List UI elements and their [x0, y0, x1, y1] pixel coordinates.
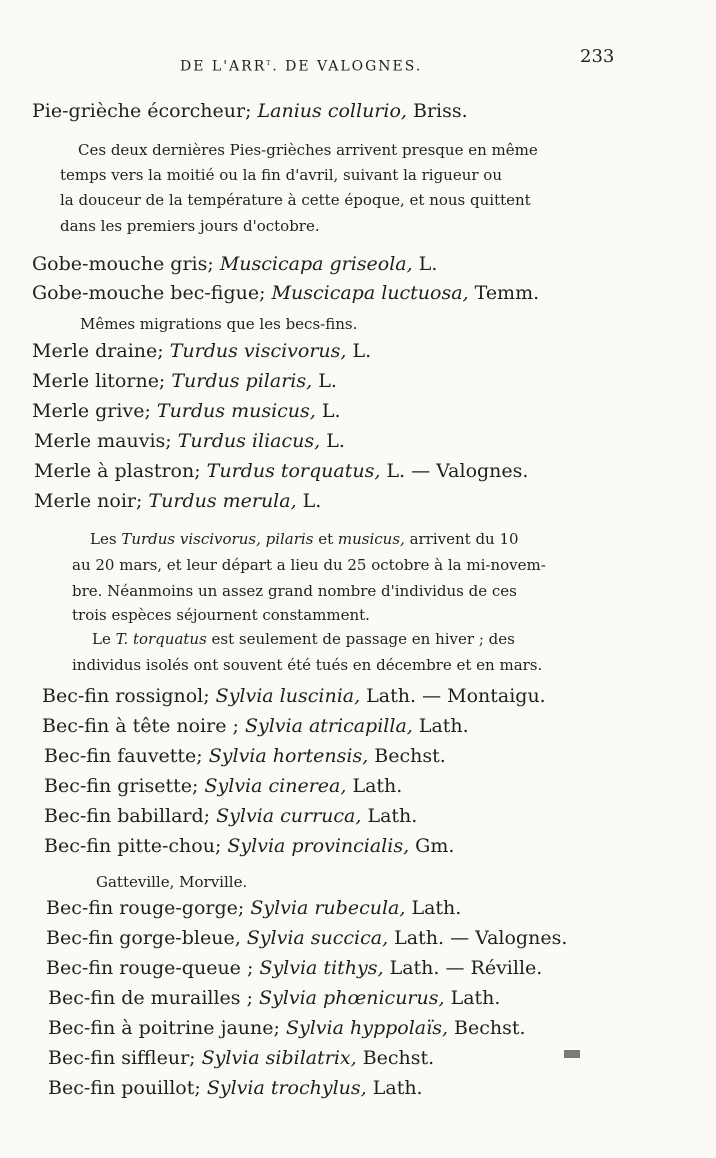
ink-blot	[564, 1050, 580, 1058]
species-entry: Bec-fin pouillot; Sylvia trochylus, Lath.	[48, 1077, 423, 1099]
species-entry: Merle grive; Turdus musicus, L.	[32, 400, 341, 422]
species-entry: Pie-grièche écorcheur; Lanius collurio, Briss.	[32, 100, 468, 122]
species-entry: Gobe-mouche gris; Muscicapa griseola, L.	[32, 253, 438, 275]
note-line: au 20 mars, et leur départ a lieu du 25 octobre à la mi-novem-	[72, 556, 546, 574]
species-entry: Merle mauvis; Turdus iliacus, L.	[34, 430, 345, 452]
species-entry: Bec-fin gorge-bleue, Sylvia succica, Lath. — Valognes.	[46, 927, 568, 949]
running-header: DE L'ARR$^t$. DE VALOGNES.	[180, 58, 423, 75]
species-entry: Bec-fin rouge-gorge; Sylvia rubecula, Lath.	[46, 897, 462, 919]
species-entry: Merle draine; Turdus viscivorus, L.	[32, 340, 372, 362]
species-entry: Bec-fin rossignol; Sylvia luscinia, Lath. — Montaigu.	[42, 685, 546, 707]
species-entry: Merle à plastron; Turdus torquatus, L. — Valognes.	[34, 460, 529, 482]
note-line: Mêmes migrations que les becs-fins.	[80, 315, 358, 333]
note-line: temps vers la moitié ou la fin d'avril, suivant la rigueur ou	[60, 166, 502, 184]
species-entry: Bec-fin babillard; Sylvia curruca, Lath.	[44, 805, 418, 827]
note-line: Le T. torquatus est seulement de passage en hiver ; des	[92, 630, 515, 648]
species-entry: Gobe-mouche bec-figue; Muscicapa luctuosa, Temm.	[32, 282, 540, 304]
note-line: Gatteville, Morville.	[96, 873, 248, 891]
species-entry: Bec-fin à poitrine jaune; Sylvia hyppolaïs, Bechst.	[48, 1017, 526, 1039]
species-entry: Bec-fin grisette; Sylvia cinerea, Lath.	[44, 775, 403, 797]
species-entry: Bec-fin fauvette; Sylvia hortensis, Bechst.	[44, 745, 446, 767]
note-line: Les Turdus viscivorus, pilaris et musicus, arrivent du 10	[90, 530, 519, 548]
note-line: la douceur de la température à cette époque, et nous quittent	[60, 191, 531, 209]
species-entry: Bec-fin à tête noire ; Sylvia atricapilla, Lath.	[42, 715, 469, 737]
species-entry: Bec-fin pitte-chou; Sylvia provincialis, Gm.	[44, 835, 455, 857]
page-number: 233	[580, 46, 615, 67]
species-entry: Merle litorne; Turdus pilaris, L.	[32, 370, 337, 392]
note-line: bre. Néanmoins un assez grand nombre d'individus de ces	[72, 582, 517, 600]
species-entry: Bec-fin de murailles ; Sylvia phœnicurus, Lath.	[48, 987, 501, 1009]
note-line: dans les premiers jours d'octobre.	[60, 217, 320, 235]
species-entry: Merle noir; Turdus merula, L.	[34, 490, 322, 512]
species-entry: Bec-fin rouge-queue ; Sylvia tithys, Lath. — Réville.	[46, 957, 543, 979]
note-line: trois espèces séjournent constamment.	[72, 606, 370, 624]
note-line: Ces deux dernières Pies-grièches arrivent presque en même	[78, 141, 538, 159]
note-line: individus isolés ont souvent été tués en décembre et en mars.	[72, 656, 543, 674]
species-entry: Bec-fin siffleur; Sylvia sibilatrix, Bechst.	[48, 1047, 435, 1069]
